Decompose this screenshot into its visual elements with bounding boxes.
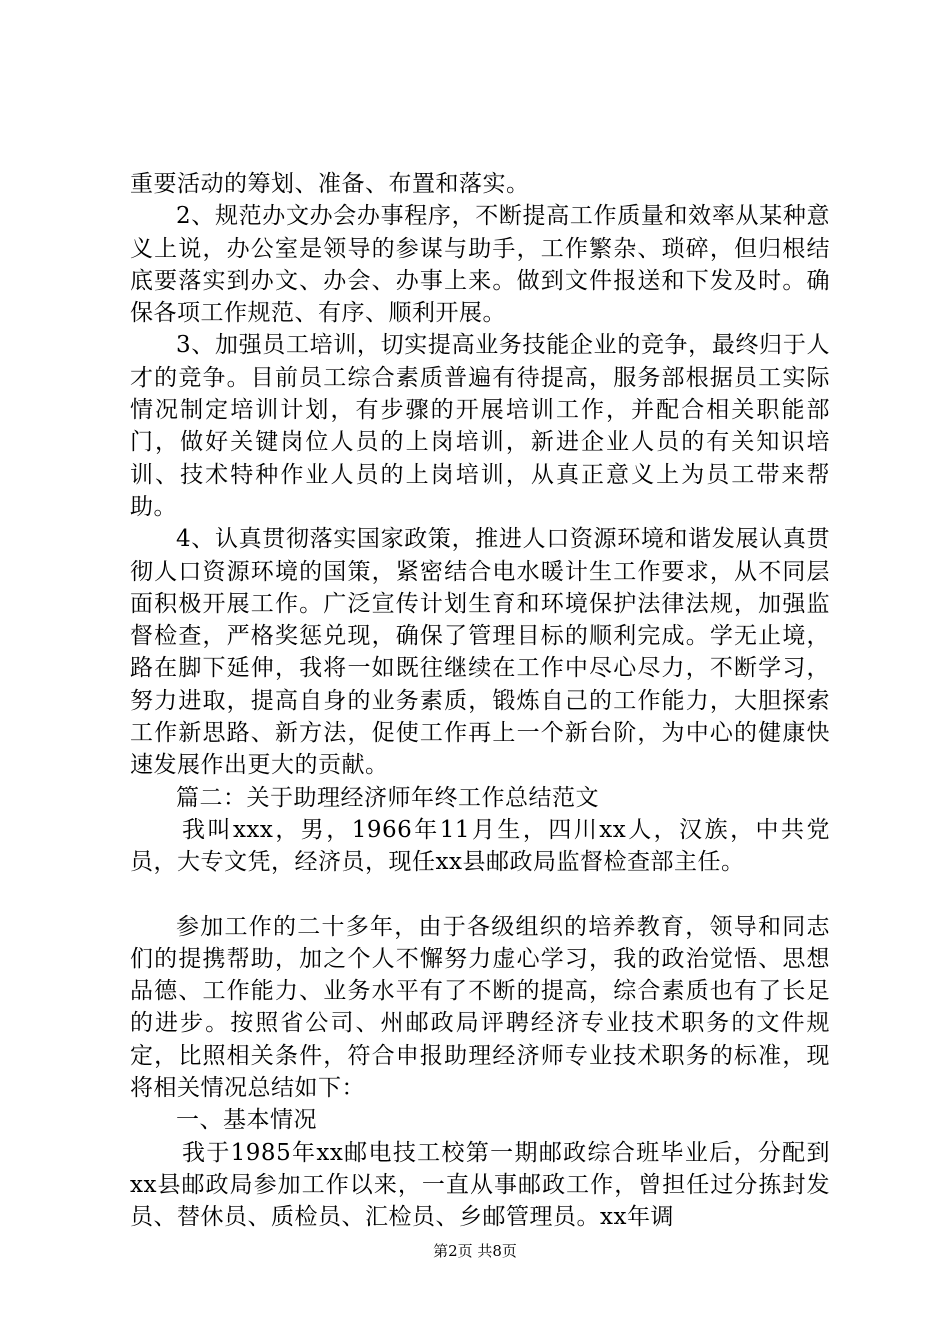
section-heading: 篇二：关于助理经济师年终工作总结范文 bbox=[176, 784, 599, 811]
paragraph-item-3: 3、加强员工培训，切实提高业务技能企业的竞争，最终归于人才的竞争。目前员工综合素质普遍有待提高，服务部根据员工实际情况制定培训计划，有步骤的开展培训工作，并配合相关职能部门，做好关键岗位人员的上岗培训，新进企业人员的有关知识培训、技术特种作业人员的上岗培训，从真正意义上为员工带来帮助。 bbox=[130, 332, 830, 520]
paragraph-basic-info: 我于1985年xx邮电技工校第一期邮政综合班毕业后，分配到xx县邮政局参加工作以来，一直从事邮政工作，曾担任过分拣封发员、替休员、质检员、汇检员、乡邮管理员。xx年调 bbox=[130, 1139, 830, 1231]
paragraph-item-2: 2、规范办文办会办事程序，不断提高工作质量和效率从某种意义上说，办公室是领导的参谋与助手，工作繁杂、琐碎，但归根结底要落实到办文、办会、办事上来。做到文件报送和下发及时。确保各项工作规范、有序、顺利开展。 bbox=[130, 203, 830, 327]
paragraph-summary: 参加工作的二十多年，由于各级组织的培养教育，领导和同志们的提携帮助，加之个人不懈努力虚心学习，我的政治觉悟、思想品德、工作能力、业务水平有了不断的提高，综合素质也有了长足的进步。按照省公司、州邮政局评聘经济专业技术职务的文件规定，比照相关条件，符合申报助理经济师专业技术职务的标准，现将相关情况总结如下： bbox=[130, 913, 830, 1102]
paragraph-continuation: 重要活动的筹划、准备、布置和落实。 bbox=[130, 171, 530, 197]
page-number: 第2页 共8页 bbox=[433, 1242, 517, 1260]
subsection-heading: 一、基本情况 bbox=[176, 1107, 317, 1134]
paragraph-item-4: 4、认真贯彻落实国家政策，推进人口资源环境和谐发展认真贯彻人口资源环境的国策，紧密结合电水暖计生工作要求，从不同层面积极开展工作。广泛宣传计划生育和环境保护法律法规，加强监督检查，严格奖惩兑现，确保了管理目标的顺利完成。学无止境，路在脚下延伸，我将一如既往继续在工作中尽心尽力，不断学习，努力进取，提高自身的业务素质，锻炼自己的工作能力，大胆探索工作新思路、新方法，促使工作再上一个新台阶，为中心的健康快速发展作出更大的贡献。 bbox=[130, 526, 830, 779]
paragraph-intro: 我叫xxx，男，1966年11月生，四川xx人，汉族，中共党员，大专文凭，经济员，现任xx县邮政局监督检查部主任。 bbox=[130, 816, 830, 876]
document-body bbox=[130, 168, 830, 1234]
